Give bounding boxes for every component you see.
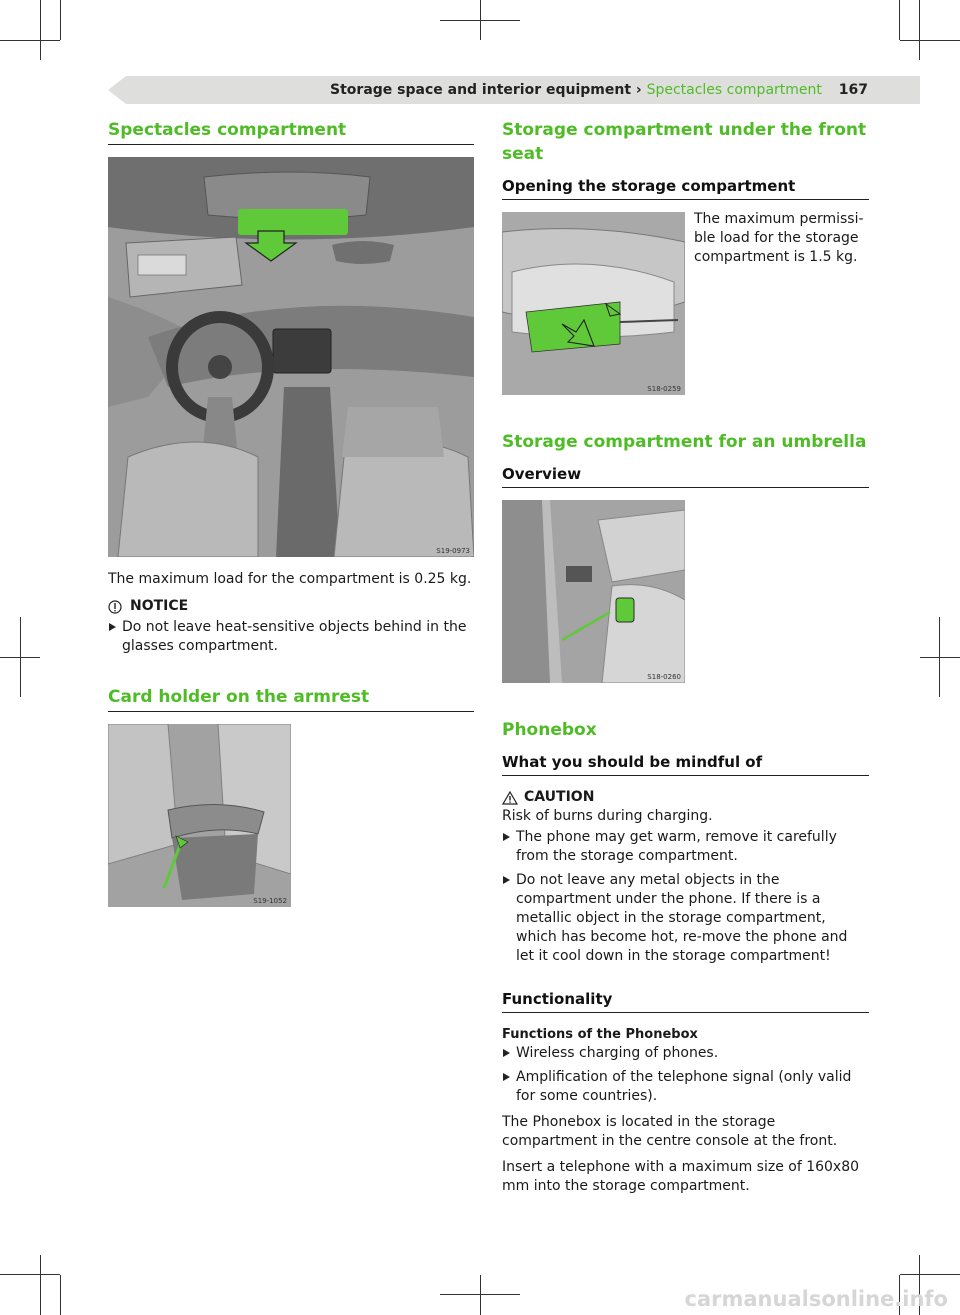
max-load-text: The maximum permissi-ble load for the storage compartment is 1.5 kg. bbox=[694, 211, 864, 265]
door-umbrella-illustration bbox=[502, 500, 685, 683]
section-title: Storage compartment under the front seat bbox=[502, 120, 867, 164]
caution-heading bbox=[502, 788, 869, 807]
caution-bullet: The phone may get warm, remove it carefully from the storage compartment. bbox=[502, 828, 869, 866]
notice-heading bbox=[108, 597, 474, 616]
breadcrumb-separator: › bbox=[635, 82, 642, 98]
umbrella-figure bbox=[502, 500, 685, 683]
figure-code: S18-0260 bbox=[647, 673, 681, 681]
breadcrumb-section: Storage space and interior equipment bbox=[330, 82, 632, 98]
front-seat-text-block bbox=[694, 210, 869, 267]
phonebox-section bbox=[502, 718, 869, 1196]
function-bullet: Wireless charging of phones. bbox=[502, 1044, 869, 1063]
subsection-title: Functionality bbox=[502, 988, 869, 1013]
subsection-title: Opening the storage compartment bbox=[502, 175, 869, 200]
section-title: Spectacles compartment bbox=[108, 118, 474, 145]
function-bullet: Amplification of the telephone signal (only valid for some countries). bbox=[502, 1068, 869, 1106]
max-load-text: The maximum load for the compartment is 0.25 kg. bbox=[108, 571, 472, 587]
section-title: Storage compartment for an umbrella bbox=[502, 432, 867, 452]
figure-code: S19-1052 bbox=[253, 897, 287, 905]
info-icon bbox=[108, 600, 122, 614]
section-title: Phonebox bbox=[502, 720, 597, 740]
figure-code: S18-0259 bbox=[647, 385, 681, 393]
watermark: carmanualsonline.info bbox=[684, 1287, 948, 1311]
caution-bullet: Do not leave any metal objects in the compartment under the phone. If there is a metallic object in the storage compartment, which has become hot, re-move the phone and let it cool down in the storage compartment! bbox=[502, 871, 869, 966]
running-header bbox=[330, 80, 868, 100]
paragraph: The Phonebox is located in the storage compartment in the centre console at the front. bbox=[502, 1114, 838, 1149]
paragraph: Insert a telephone with a maximum size of 160x80 mm into the storage compartment. bbox=[502, 1159, 860, 1194]
front-seat-heading bbox=[502, 118, 869, 200]
card-holder-heading bbox=[108, 685, 474, 712]
caution-title: CAUTION bbox=[524, 789, 595, 805]
breadcrumb-current: Spectacles compartment bbox=[646, 82, 822, 98]
front-seat-figure bbox=[502, 212, 685, 395]
warning-triangle-icon bbox=[502, 791, 518, 805]
umbrella-heading bbox=[502, 430, 869, 488]
spectacles-text-block bbox=[108, 570, 474, 656]
subsection-title: Overview bbox=[502, 463, 869, 488]
spectacles-heading bbox=[108, 118, 474, 145]
spectacles-figure bbox=[108, 157, 474, 557]
page-number: 167 bbox=[838, 82, 868, 98]
armrest-illustration bbox=[108, 724, 291, 907]
notice-bullet: Do not leave heat-sensitive objects behind in the glasses compartment. bbox=[108, 618, 474, 656]
car-interior-illustration bbox=[108, 157, 474, 557]
subsection-title: What you should be mindful of bbox=[502, 751, 869, 776]
functions-heading: Functions of the Phonebox bbox=[502, 1027, 698, 1042]
section-title: Card holder on the armrest bbox=[108, 685, 474, 712]
card-holder-figure bbox=[108, 724, 291, 907]
caution-text: Risk of burns during charging. bbox=[502, 808, 713, 824]
seat-drawer-illustration bbox=[502, 212, 685, 395]
notice-title: NOTICE bbox=[130, 598, 189, 614]
figure-code: S19-0973 bbox=[436, 547, 470, 555]
